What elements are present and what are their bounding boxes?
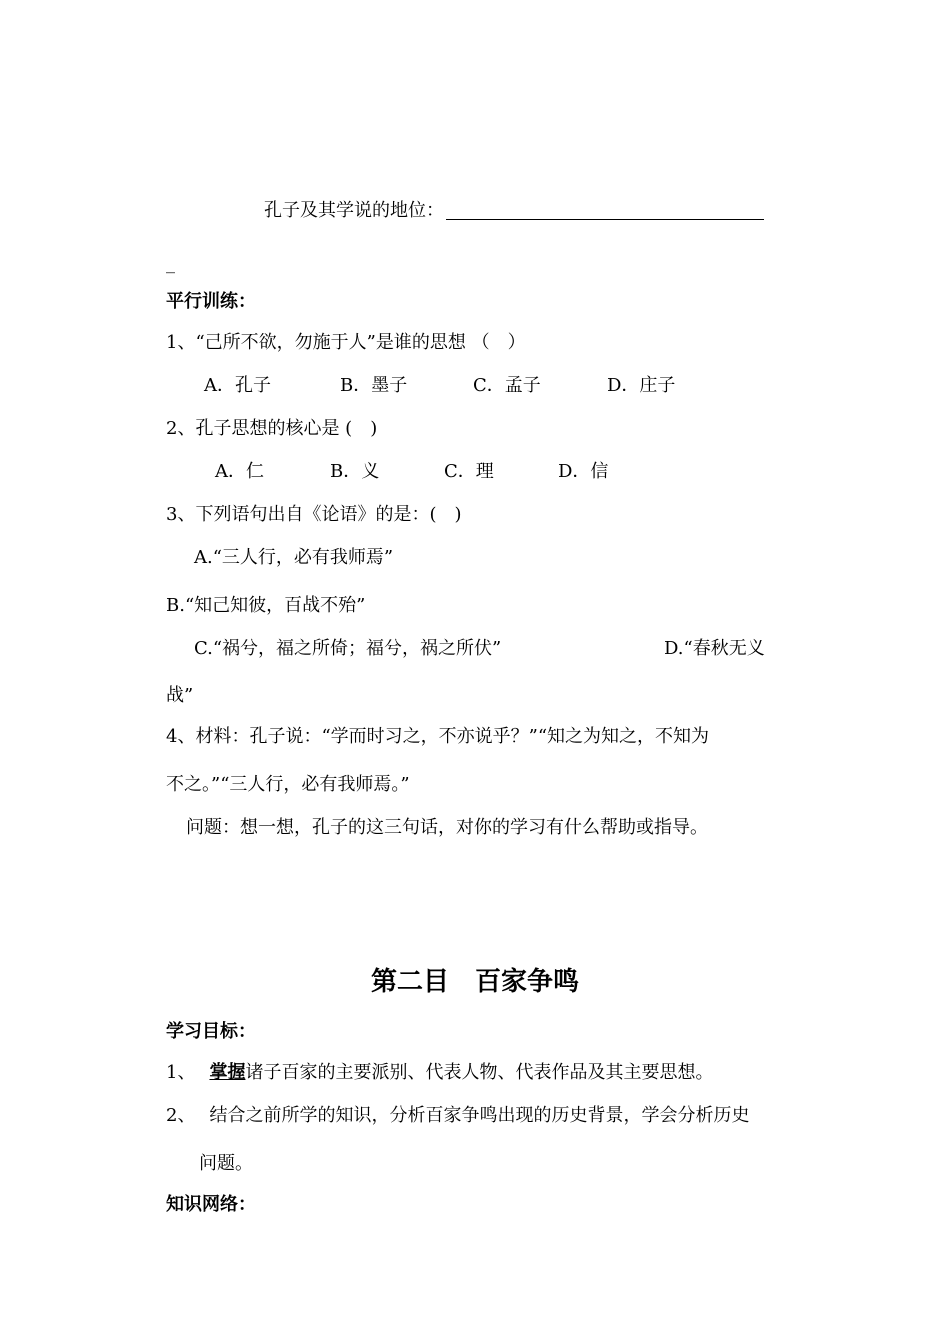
question-4-line-1: 4、材料：孔子说：“学而时习之，不亦说乎？”“知之为知之，不知为 (166, 726, 710, 747)
q1-option-b[interactable]: B．墨子 (340, 375, 408, 396)
stray-mark: _ (166, 253, 175, 274)
q3-option-c[interactable]: C.“祸兮，福之所倚；福兮，祸之所伏” (194, 638, 502, 659)
q3-option-a[interactable]: A.“三人行，必有我师焉” (194, 547, 394, 568)
position-line (264, 199, 764, 223)
fill-in-blank[interactable] (446, 201, 764, 220)
question-4-prompt: 问题：想一想，孔子的这三句话，对你的学习有什么帮助或指导。 (186, 817, 708, 838)
q2-option-a[interactable]: A．仁 (215, 461, 264, 482)
goal-2-text: 结合之前所学的知识，分析百家争鸣出现的历史背景，学会分析历史 (209, 1105, 750, 1126)
q2-option-b[interactable]: B．义 (330, 461, 380, 482)
goal-1-keyword: 掌握 (209, 1062, 246, 1083)
question-1-stem: 1、“己所不欲，勿施于人”是谁的思想 （ ） (166, 332, 526, 353)
q1-option-d[interactable]: D．庄子 (607, 375, 676, 396)
q2-option-d[interactable]: D．信 (558, 461, 609, 482)
q2-option-c[interactable]: C．理 (444, 461, 494, 482)
goal-1-text: 诸子百家的主要派别、代表人物、代表作品及其主要思想。 (245, 1062, 714, 1083)
position-label: 孔子及其学说的地位： (264, 200, 444, 221)
goal-2-number: 2、 (166, 1105, 196, 1126)
q3-option-d[interactable]: D.“春秋无义 (664, 638, 765, 659)
question-2-stem: 2、孔子思想的核心是 ( ) (166, 418, 378, 439)
network-title: 知识网络： (166, 1194, 256, 1215)
goals-title: 学习目标： (166, 1021, 256, 1042)
goal-2-continued: 问题。 (199, 1153, 253, 1174)
q3-option-b[interactable]: B.“知己知彼，百战不殆” (166, 595, 366, 616)
q3-option-d-continued: 战” (166, 685, 194, 706)
section-heading: 第二目 百家争鸣 (370, 967, 579, 997)
q1-option-a[interactable]: A．孔子 (204, 375, 271, 396)
goal-2 (166, 1104, 749, 1128)
question-3-stem: 3、下列语句出自《论语》的是：( ) (166, 504, 462, 525)
goal-1 (166, 1061, 713, 1085)
question-4-line-2: 不之。”“三人行，必有我师焉。” (166, 774, 410, 795)
practice-title: 平行训练： (166, 291, 256, 312)
goal-1-number: 1、 (166, 1062, 196, 1083)
q1-option-c[interactable]: C．孟子 (473, 375, 541, 396)
